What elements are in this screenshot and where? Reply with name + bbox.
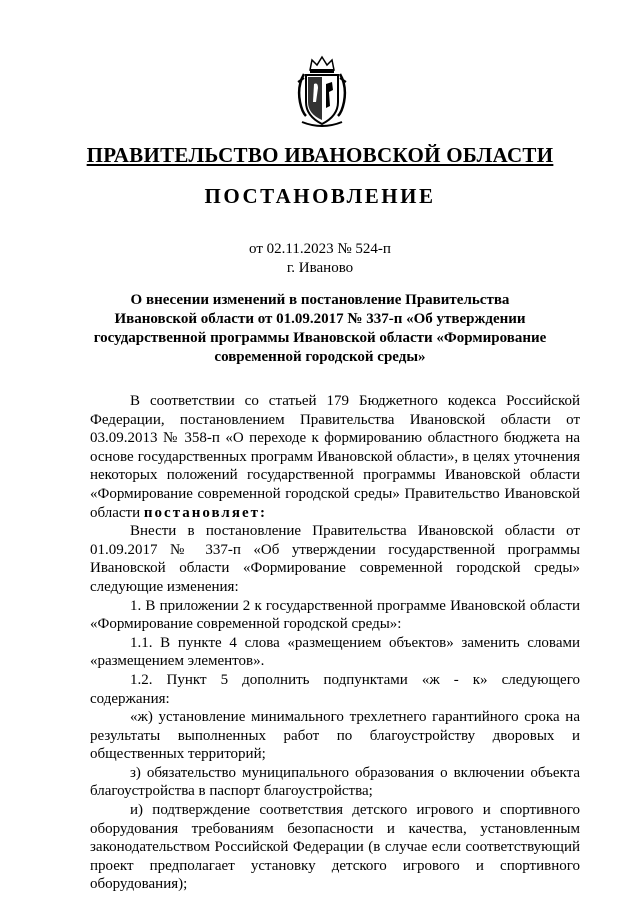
decree-word: постановляет:: [143, 504, 267, 521]
coat-of-arms-icon: [296, 54, 348, 128]
document-type: ПОСТАНОВЛЕНИЕ: [204, 184, 436, 208]
document-subject: О внесении изменений в постановление Правительства Ивановской области от 01.09.2017 № 337-п «Об утверждении государственной программы Ивановской области «Формирование современной городской среды»: [93, 292, 547, 365]
paragraph: з) обязательство муниципального образования о включении объекта благоустройства в паспорт благоустройства;: [90, 764, 580, 800]
paragraph: и) подтверждение соответствия детского игрового и спортивного оборудования требованиям безопасности и качества, установленным законодательством Российской Федерации (в случае если соответствующий проект предполагает установку детского игрового и спортивного оборудования);: [90, 802, 580, 893]
paragraph: 1.2. Пункт 5 дополнить подпунктами «ж - к» следующего содержания:: [90, 671, 580, 707]
paragraph-preamble: [90, 392, 580, 522]
document-body: [90, 392, 580, 894]
date-number: от 02.11.2023 № 524-п: [249, 241, 391, 257]
organization-title: ПРАВИТЕЛЬСТВО ИВАНОВСКОЙ ОБЛАСТИ: [86, 143, 554, 167]
paragraph: «ж) установление минимального трехлетнего гарантийного срока на результаты выполненных работ по благоустройству дворовых и общественных территорий;: [90, 709, 580, 763]
city: г. Иваново: [286, 260, 354, 276]
date-block: [0, 240, 640, 278]
paragraph: Внести в постановление Правительства Ивановской области от 01.09.2017 № 337-п «Об утверждении государственной программы Ивановской области «Формирование современной городской среды» следующие изменения:: [90, 523, 580, 595]
paragraph: 1. В приложении 2 к государственной программе Ивановской области «Формирование современной городской среды»:: [90, 597, 580, 633]
preamble-text: В соответствии со статьей 179 Бюджетного кодекса Российской Федерации, постановлением Правительства Ивановской области от 03.09.2013 № 358-п «О переходе к формированию областного бюджета на основе государственных программ Ивановской области», в целях уточнения некоторых положений государственной программы Ивановской области «Формирование современной городской среды» Правительство Ивановской области: [90, 393, 580, 521]
paragraph: 1.1. В пункте 4 слова «размещением объектов» заменить словами «размещением элементов».: [90, 634, 580, 670]
